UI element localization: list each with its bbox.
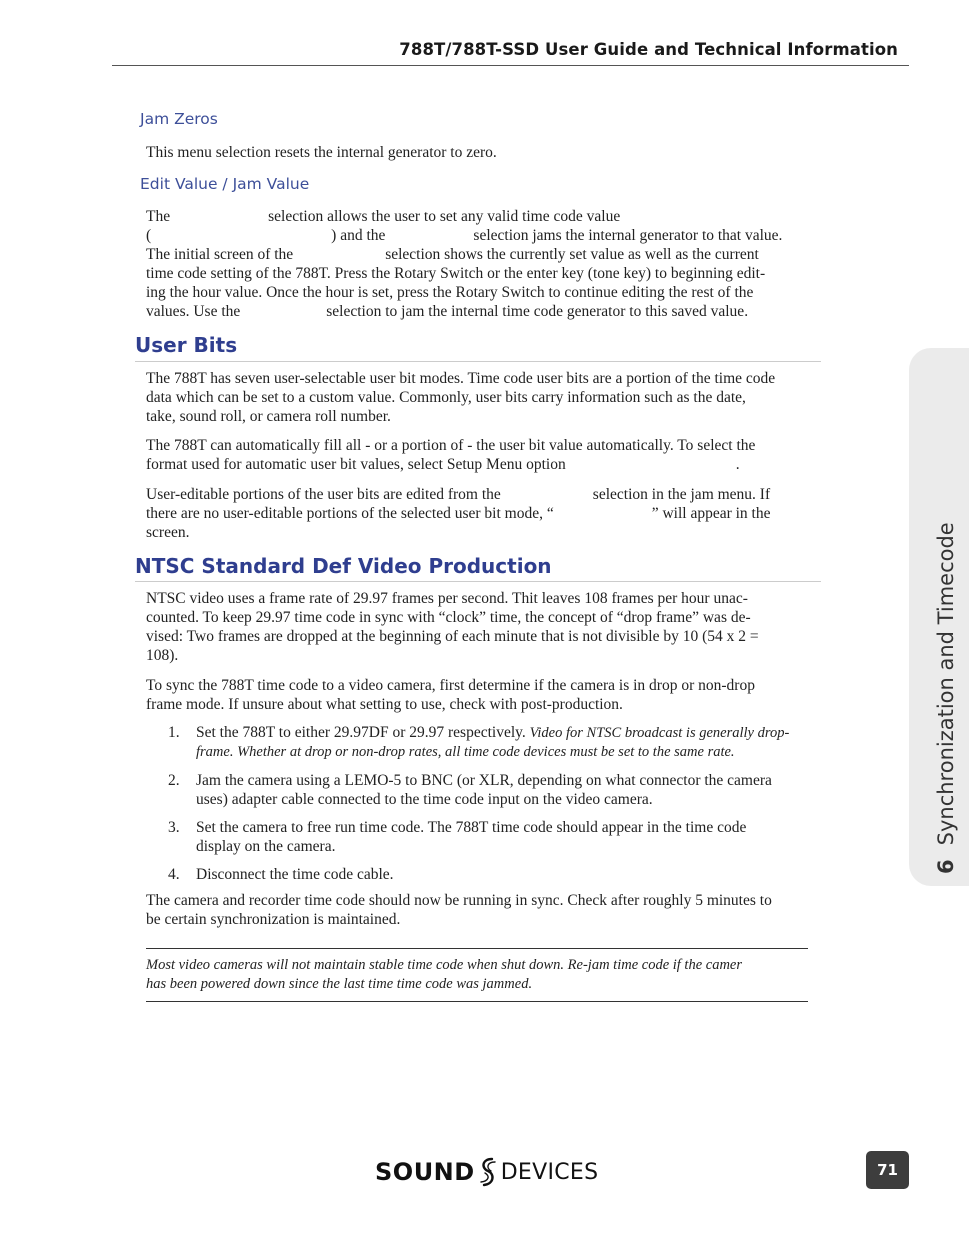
logo-sound-text: SOUND [375, 1158, 475, 1186]
paragraph-line: data which can be set to a custom value. Commonly, user bits carry information such as the date, [146, 389, 746, 406]
ntsc-rule [135, 581, 821, 582]
ntsc-paragraph-3 [146, 891, 772, 929]
page-number-badge: 71 [866, 1151, 909, 1189]
header-title: 788T/788T-SSD User Guide and Technical Information [399, 40, 898, 59]
list-item [146, 723, 789, 762]
chapter-side-label [934, 522, 958, 874]
text-run: values. Use the [146, 303, 241, 320]
logo-devices-text: DEVICES [500, 1159, 599, 1185]
chapter-title: Synchronization and Timecode [934, 522, 958, 846]
paragraph-line [146, 485, 771, 504]
steps-list [146, 723, 789, 893]
italic-note: Video for NTSC broadcast is generally drop- [529, 725, 790, 741]
text-run: ( [146, 227, 152, 244]
paragraph-line [146, 302, 782, 321]
paragraph-line: time code setting of the 788T. Press the Rotary Switch or the enter key (tone key) to beginning edit- [146, 265, 766, 282]
list-item [146, 818, 789, 856]
paragraph-line: counted. To keep 29.97 time code in sync with “clock” time, the concept of “drop frame” was de- [146, 609, 751, 626]
header-rule [112, 65, 909, 66]
user-bits-paragraph-1 [146, 369, 775, 426]
text-run: Set the 788T to either 29.97DF or 29.97 respectively. [196, 724, 526, 741]
jam-zeros-line: This menu selection resets the internal generator to zero. [146, 144, 497, 161]
text-run: there are no user-editable portions of the selected user bit mode, “ [146, 505, 554, 522]
paragraph-line: screen. [146, 524, 190, 541]
paragraph-line: The 788T has seven user-selectable user bit modes. Time code user bits are a portion of the time code [146, 370, 776, 387]
paragraph-line [146, 504, 771, 523]
text-run: User-editable portions of the user bits are edited from the [146, 486, 501, 503]
sound-devices-logo [375, 1156, 598, 1188]
user-bits-paragraph-2 [146, 436, 755, 474]
sound-wave-logo-icon [477, 1156, 499, 1188]
paragraph-line: To sync the 788T time code to a video camera, first determine if the camera is in drop or non-drop [146, 677, 755, 694]
text-run: The [146, 208, 171, 225]
paragraph-line [146, 226, 782, 245]
list-line: frame. Whether at drop or non-drop rates, all time code devices must be set to the same rate. [196, 744, 735, 760]
user-bits-heading: User Bits [135, 333, 238, 357]
list-number: 4. [168, 866, 180, 883]
list-item [146, 865, 789, 884]
paragraph-line [146, 207, 782, 226]
list-line: Disconnect the time code cable. [196, 866, 394, 883]
text-run: . [735, 456, 740, 473]
paragraph-line: ing the hour value. Once the hour is set, press the Rotary Switch to continue editing the rest of the [146, 284, 754, 301]
text-run: The initial screen of the [146, 246, 294, 263]
edit-value-heading: Edit Value / Jam Value [140, 175, 310, 193]
note-text [146, 956, 742, 993]
jam-zeros-text [146, 143, 497, 162]
note-line: Most video cameras will not maintain stable time code when shut down. Re-jam time code if the camer [146, 957, 743, 973]
list-number: 2. [168, 772, 180, 789]
note-bottom-rule [146, 1001, 808, 1002]
list-line: display on the camera. [196, 838, 336, 855]
note-line: has been powered down since the last time time code was jammed. [146, 975, 533, 992]
text-run: selection in the jam menu. If [592, 486, 771, 503]
paragraph-line [146, 455, 755, 474]
paragraph-line: frame mode. If unsure about what setting to use, check with post-production. [146, 696, 623, 713]
list-line: Jam the camera using a LEMO-5 to BNC (or XLR, depending on what connector the camera [196, 772, 772, 789]
paragraph-line: take, sound roll, or camera roll number. [146, 408, 391, 425]
note-top-rule [146, 948, 808, 949]
chapter-number: 6 [934, 859, 958, 874]
text-run: selection shows the currently set value as well as the current [385, 246, 759, 263]
ntsc-heading: NTSC Standard Def Video Production [135, 554, 552, 578]
jam-zeros-heading: Jam Zeros [140, 110, 218, 128]
list-number: 3. [168, 819, 180, 836]
ntsc-paragraph-1 [146, 589, 759, 665]
list-line: uses) adapter cable connected to the time code input on the video camera. [196, 791, 653, 808]
paragraph-line: The 788T can automatically fill all - or a portion of - the user bit value automatically. To select the [146, 437, 756, 454]
paragraph-line: NTSC video uses a frame rate of 29.97 frames per second. Thit leaves 108 frames per hour unac- [146, 590, 748, 607]
text-run: selection jams the internal generator to that value. [473, 227, 783, 244]
paragraph-line: be certain synchronization is maintained. [146, 911, 401, 928]
edit-value-paragraph [146, 207, 782, 321]
text-run: selection to jam the internal time code generator to this saved value. [326, 303, 749, 320]
list-item [146, 771, 789, 809]
user-bits-paragraph-3 [146, 485, 771, 542]
list-line: Set the camera to free run time code. The 788T time code should appear in the time code [196, 819, 747, 836]
paragraph-line [146, 245, 782, 264]
list-line [196, 723, 789, 743]
text-run: ” will appear in the [651, 505, 771, 522]
list-number: 1. [168, 724, 180, 741]
paragraph-line: The camera and recorder time code should now be running in sync. Check after roughly 5 minutes to [146, 892, 772, 909]
user-bits-rule [135, 361, 821, 362]
text-run: format used for automatic user bit values, select Setup Menu option [146, 456, 566, 473]
text-run: ) and the [331, 227, 386, 244]
paragraph-line: 108). [146, 647, 179, 664]
text-run: selection allows the user to set any valid time code value [268, 208, 621, 225]
paragraph-line: vised: Two frames are dropped at the beginning of each minute that is not divisible by 10 (54 x 2 = [146, 628, 759, 645]
ntsc-paragraph-2 [146, 676, 755, 714]
